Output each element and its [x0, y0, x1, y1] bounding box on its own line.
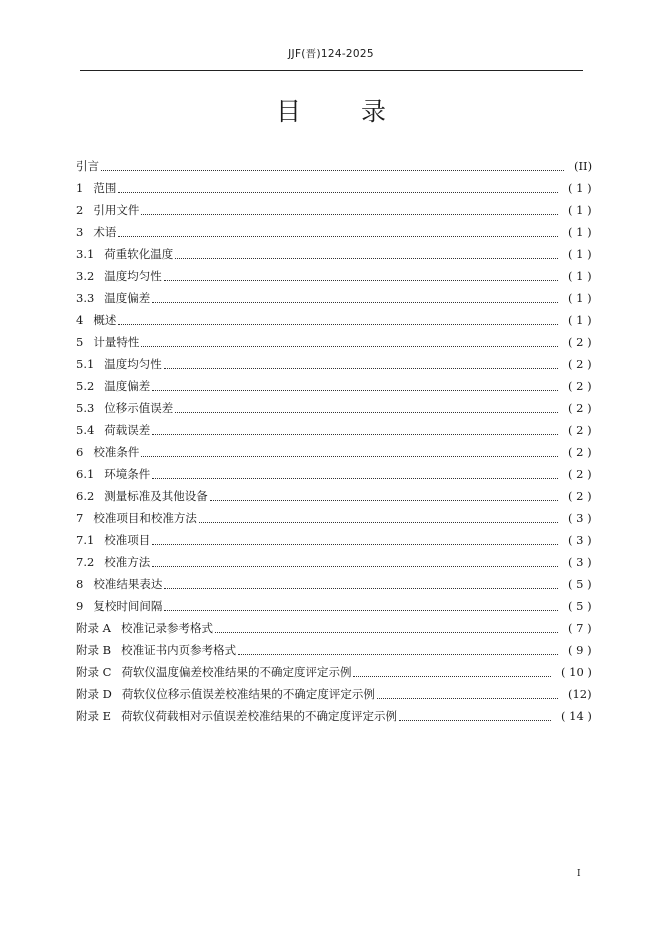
- toc-entry[interactable]: [76, 221, 592, 243]
- toc-entry-heading: [76, 683, 375, 705]
- toc-entry-heading: [76, 661, 351, 683]
- toc-page-ref: ( 2 ): [568, 423, 592, 437]
- toc-entry-heading: [76, 309, 116, 331]
- toc-section-number: 1: [76, 181, 84, 195]
- toc-section-title: 概述: [93, 313, 117, 327]
- toc-entry-heading: [76, 155, 99, 177]
- toc-section-title: 荷载误差: [104, 423, 151, 437]
- toc-entry[interactable]: [76, 287, 592, 309]
- toc-dot-leader: [238, 639, 558, 655]
- toc-dot-leader: [199, 507, 558, 523]
- toc-section-number: 2: [76, 203, 84, 217]
- toc-page-ref: (12): [568, 687, 592, 701]
- toc-entry-heading: [76, 463, 150, 485]
- toc-entry-heading: [76, 705, 397, 727]
- toc-entry[interactable]: [76, 507, 592, 529]
- toc-dot-leader: [164, 265, 558, 281]
- toc-entry-heading: [76, 199, 139, 221]
- toc-page-ref: ( 2 ): [568, 467, 592, 481]
- toc-page-ref: ( 2 ): [568, 445, 592, 459]
- toc-page-ref: ( 1 ): [568, 247, 592, 261]
- toc-dot-leader: [377, 683, 558, 699]
- toc-dot-leader: [152, 419, 558, 435]
- toc-entry[interactable]: [76, 265, 592, 287]
- toc-section-number: 6: [76, 445, 84, 459]
- toc-section-number: 附录 A: [76, 621, 111, 635]
- toc-dot-leader: [152, 529, 558, 545]
- toc-entry[interactable]: [76, 639, 592, 661]
- toc-entry[interactable]: [76, 705, 592, 727]
- toc-section-number: 6.2: [76, 489, 95, 503]
- toc-dot-leader: [164, 353, 558, 369]
- toc-entry-heading: [76, 551, 150, 573]
- toc-entry[interactable]: [76, 441, 592, 463]
- toc-page-ref: (II): [574, 159, 593, 173]
- toc-dot-leader: [152, 551, 558, 567]
- toc-section-title: 荷软仪荷载相对示值误差校准结果的不确定度评定示例: [121, 709, 398, 723]
- toc-section-number: 5.1: [76, 357, 95, 371]
- toc-dot-leader: [152, 375, 558, 391]
- header-rule: [80, 70, 583, 71]
- toc-section-title: 荷软仪位移示值误差校准结果的不确定度评定示例: [121, 687, 375, 701]
- toc-page-ref: ( 5 ): [568, 577, 592, 591]
- toc-section-number: 7.1: [76, 533, 95, 547]
- toc-dot-leader: [141, 199, 558, 215]
- toc-section-title: 温度偏差: [104, 379, 151, 393]
- toc-section-number: 5.2: [76, 379, 95, 393]
- toc-section-title: 范围: [93, 181, 117, 195]
- toc-section-title: 荷重软化温度: [104, 247, 174, 261]
- toc-section-title: 位移示值误差: [104, 401, 174, 415]
- toc-section-title: 术语: [93, 225, 117, 239]
- toc-section-number: 3: [76, 225, 84, 239]
- toc-section-title: 温度偏差: [104, 291, 151, 305]
- toc-entry-heading: [76, 243, 173, 265]
- toc-entry[interactable]: [76, 331, 592, 353]
- toc-section-title: 校准证书内页参考格式: [121, 643, 237, 657]
- title-char-1: 目: [276, 97, 302, 126]
- toc-dot-leader: [175, 243, 558, 259]
- toc-page-ref: ( 1 ): [568, 269, 592, 283]
- toc-section-number: 附录 B: [76, 643, 112, 657]
- toc-section-number: 6.1: [76, 467, 95, 481]
- toc-page-ref: ( 10 ): [561, 665, 592, 679]
- toc-section-number: 附录 C: [76, 665, 112, 679]
- title-char-2: 录: [360, 97, 386, 126]
- toc-page-ref: ( 9 ): [568, 643, 592, 657]
- toc-entry-heading: [76, 397, 173, 419]
- toc-page-ref: ( 1 ): [568, 181, 592, 195]
- toc-entry[interactable]: [76, 155, 592, 177]
- toc-section-title: 校准结果表达: [93, 577, 163, 591]
- toc-page-ref: ( 2 ): [568, 357, 592, 371]
- toc-section-title: 温度均匀性: [104, 357, 162, 371]
- toc-entry[interactable]: [76, 529, 592, 551]
- toc-entry-heading: [76, 529, 150, 551]
- toc-section-number: 3.2: [76, 269, 95, 283]
- toc-entry-heading: [76, 485, 208, 507]
- toc-section-title: 复校时间间隔: [93, 599, 163, 613]
- toc-page-ref: ( 2 ): [568, 401, 592, 415]
- toc-section-title: 温度均匀性: [104, 269, 162, 283]
- document-code-header: JJF(晋)124-2025: [288, 48, 374, 60]
- toc-dot-leader: [164, 595, 558, 611]
- toc-page-ref: ( 1 ): [568, 313, 592, 327]
- toc-dot-leader: [152, 287, 558, 303]
- toc-entry[interactable]: [76, 551, 592, 573]
- toc-dot-leader: [210, 485, 558, 501]
- toc-section-number: 7: [76, 511, 84, 525]
- toc-dot-leader: [118, 177, 558, 193]
- toc-page-ref: ( 1 ): [568, 203, 592, 217]
- toc-section-title: 校准项目: [104, 533, 151, 547]
- toc-entry[interactable]: [76, 243, 592, 265]
- toc-entry[interactable]: [76, 177, 592, 199]
- toc-dot-leader: [164, 573, 558, 589]
- page-title: [0, 92, 662, 128]
- toc-entry-heading: [76, 617, 213, 639]
- table-of-contents: [76, 155, 592, 727]
- toc-page-ref: ( 5 ): [568, 599, 592, 613]
- toc-entry[interactable]: [76, 573, 592, 595]
- toc-section-title: 校准记录参考格式: [120, 621, 213, 635]
- toc-section-title: 校准条件: [93, 445, 140, 459]
- toc-dot-leader: [399, 705, 551, 721]
- toc-dot-leader: [101, 155, 564, 171]
- toc-entry[interactable]: [76, 617, 592, 639]
- toc-dot-leader: [353, 661, 551, 677]
- toc-entry[interactable]: [76, 397, 592, 419]
- toc-page-ref: ( 14 ): [561, 709, 592, 723]
- toc-dot-leader: [118, 309, 558, 325]
- toc-dot-leader: [175, 397, 558, 413]
- toc-entry[interactable]: [76, 419, 592, 441]
- toc-entry[interactable]: [76, 375, 592, 397]
- toc-entry-heading: [76, 265, 162, 287]
- toc-section-number: 附录 D: [76, 687, 112, 701]
- toc-section-number: 4: [76, 313, 84, 327]
- toc-entry[interactable]: [76, 595, 592, 617]
- page-number: I: [577, 869, 581, 879]
- toc-page-ref: ( 1 ): [568, 225, 592, 239]
- toc-entry[interactable]: [76, 661, 592, 683]
- toc-entry-heading: [76, 375, 150, 397]
- toc-entry-heading: [76, 441, 139, 463]
- toc-entry-heading: [76, 287, 150, 309]
- toc-section-number: 3.1: [76, 247, 95, 261]
- toc-page-ref: ( 3 ): [568, 533, 592, 547]
- toc-section-number: 附录 E: [76, 709, 112, 723]
- toc-dot-leader: [141, 441, 558, 457]
- toc-section-title: 校准项目和校准方法: [93, 511, 197, 525]
- toc-page-ref: ( 1 ): [568, 291, 592, 305]
- toc-section-number: 5: [76, 335, 84, 349]
- toc-page-ref: ( 7 ): [568, 621, 592, 635]
- toc-page-ref: ( 2 ): [568, 489, 592, 503]
- toc-entry[interactable]: [76, 199, 592, 221]
- toc-section-title: 引言: [76, 159, 99, 173]
- toc-page-ref: ( 3 ): [568, 555, 592, 569]
- toc-page-ref: ( 2 ): [568, 379, 592, 393]
- toc-entry[interactable]: [76, 485, 592, 507]
- toc-section-title: 环境条件: [104, 467, 151, 481]
- toc-entry-heading: [76, 177, 116, 199]
- toc-entry-heading: [76, 353, 162, 375]
- toc-entry[interactable]: [76, 309, 592, 331]
- toc-section-title: 计量特性: [93, 335, 140, 349]
- toc-section-title: 荷软仪温度偏差校准结果的不确定度评定示例: [121, 665, 352, 679]
- toc-entry-heading: [76, 221, 116, 243]
- toc-entry[interactable]: [76, 683, 592, 705]
- toc-entry[interactable]: [76, 463, 592, 485]
- toc-section-number: 7.2: [76, 555, 95, 569]
- toc-section-number: 5.3: [76, 401, 95, 415]
- toc-dot-leader: [118, 221, 558, 237]
- toc-section-number: 5.4: [76, 423, 95, 437]
- toc-entry-heading: [76, 331, 139, 353]
- toc-dot-leader: [215, 617, 558, 633]
- toc-entry-heading: [76, 639, 236, 661]
- toc-section-number: 3.3: [76, 291, 95, 305]
- toc-entry-heading: [76, 507, 197, 529]
- toc-page-ref: ( 3 ): [568, 511, 592, 525]
- toc-section-title: 测量标准及其他设备: [104, 489, 208, 503]
- toc-section-number: 8: [76, 577, 84, 591]
- toc-section-title: 校准方法: [104, 555, 151, 569]
- toc-page-ref: ( 2 ): [568, 335, 592, 349]
- toc-entry-heading: [76, 573, 162, 595]
- toc-entry-heading: [76, 419, 150, 441]
- toc-dot-leader: [141, 331, 558, 347]
- toc-section-number: 9: [76, 599, 84, 613]
- toc-section-title: 引用文件: [93, 203, 140, 217]
- toc-dot-leader: [152, 463, 558, 479]
- toc-entry[interactable]: [76, 353, 592, 375]
- toc-entry-heading: [76, 595, 162, 617]
